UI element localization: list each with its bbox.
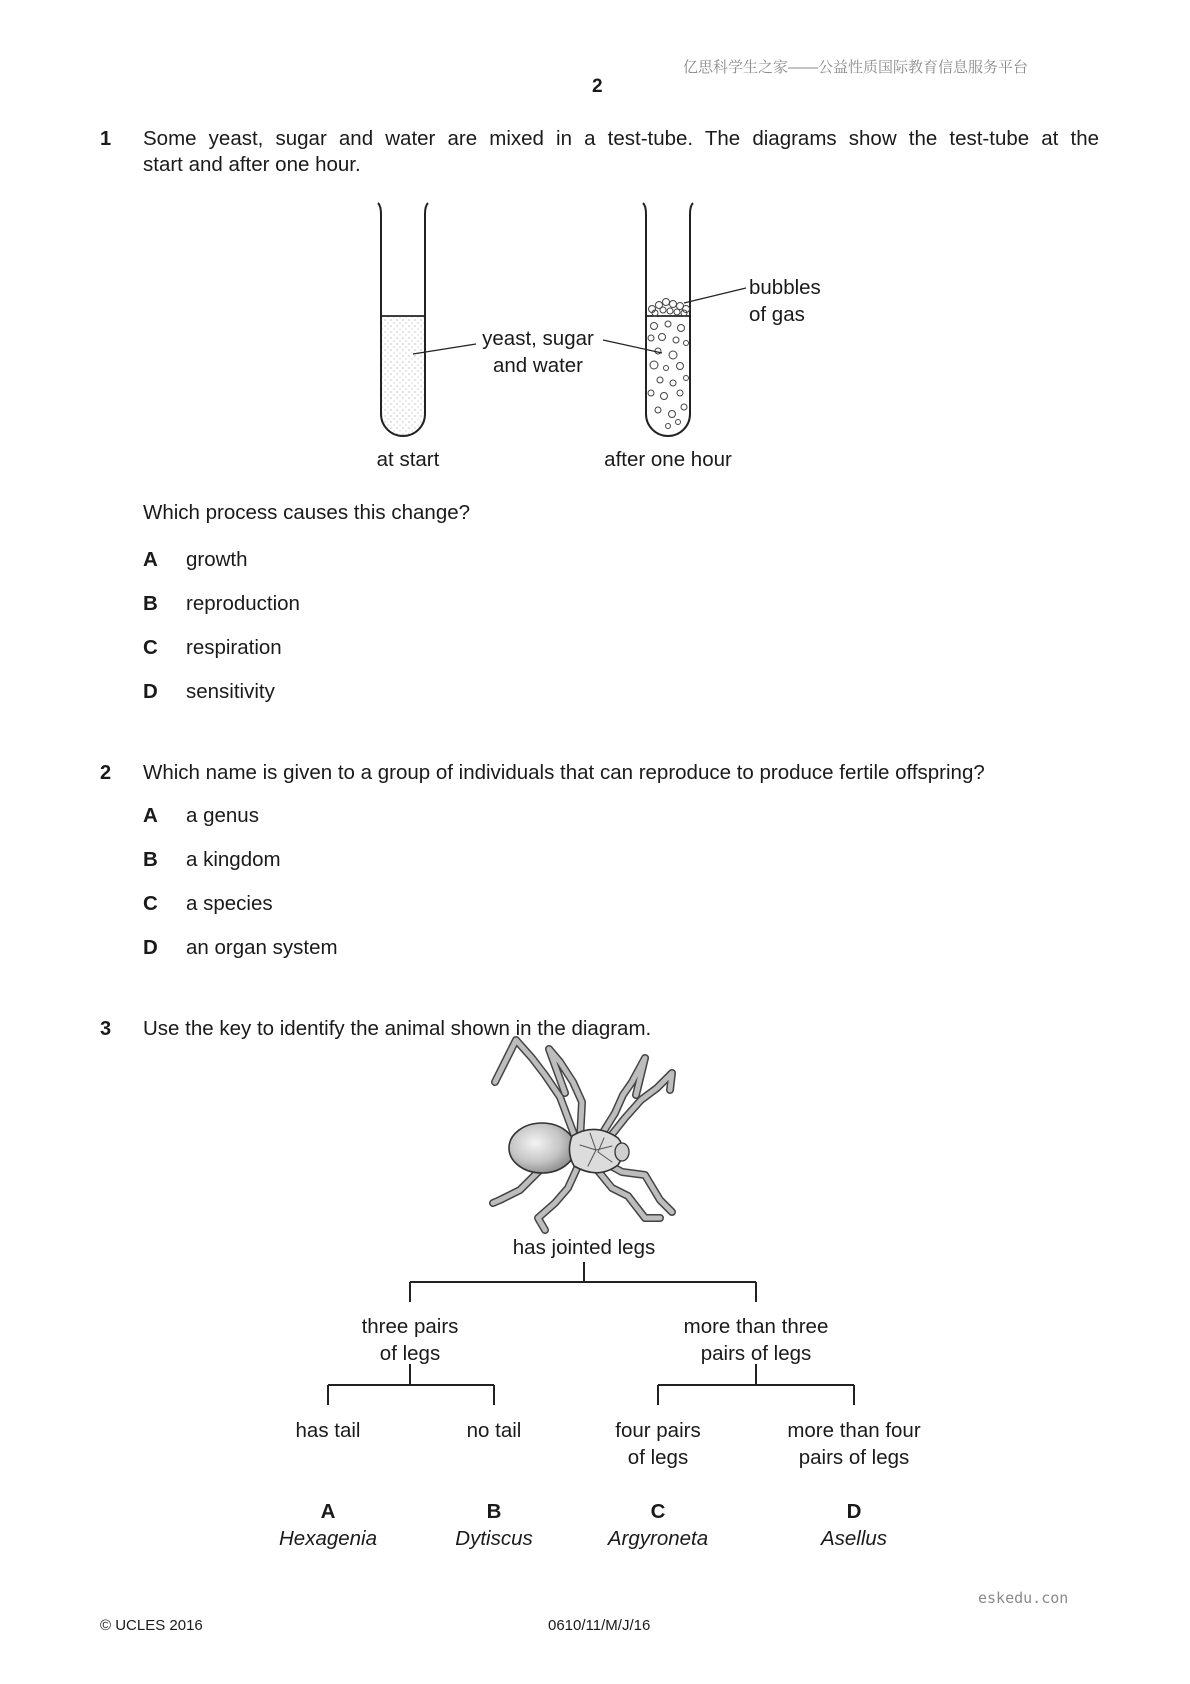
question-3-stem: Use the key to identify the animal shown in the diagram. bbox=[143, 1017, 652, 1040]
q3-option-d-genus[interactable]: Asellus bbox=[820, 1527, 888, 1550]
q2-option-b-letter[interactable]: B bbox=[143, 848, 158, 871]
q3-option-b-letter[interactable]: B bbox=[486, 1500, 502, 1523]
q3-option-a-letter[interactable]: A bbox=[320, 1500, 336, 1523]
key-more-than-four-line1: more than four bbox=[787, 1419, 921, 1442]
q1-option-d-letter[interactable]: D bbox=[143, 680, 158, 703]
q2-option-c-text[interactable]: a species bbox=[186, 892, 273, 915]
q3-option-d-letter[interactable]: D bbox=[846, 1500, 862, 1523]
q3-option-c-genus[interactable]: Argyroneta bbox=[607, 1527, 709, 1550]
footer-paper-code: 0610/11/M/J/16 bbox=[548, 1617, 651, 1634]
q2-option-d-letter[interactable]: D bbox=[143, 936, 158, 959]
key-four-pairs-line1: four pairs bbox=[615, 1419, 701, 1442]
q2-option-c-letter[interactable]: C bbox=[143, 892, 158, 915]
q3-option-b-genus[interactable]: Dytiscus bbox=[455, 1527, 533, 1550]
footer-copyright: © UCLES 2016 bbox=[100, 1617, 203, 1634]
label-bubbles-line2: of gas bbox=[749, 303, 805, 326]
watermark-text: 亿思科学生之家——公益性质国际教育信息服务平台 bbox=[683, 59, 1029, 76]
key-four-pairs-line2: of legs bbox=[627, 1446, 689, 1469]
key-no-tail: no tail bbox=[466, 1419, 522, 1442]
question-3-number: 3 bbox=[100, 1018, 112, 1040]
key-has-tail: has tail bbox=[295, 1419, 361, 1442]
question-2-number: 2 bbox=[100, 762, 112, 784]
key-three-pairs-line1: three pairs bbox=[361, 1315, 459, 1338]
q1-option-b-text[interactable]: reproduction bbox=[186, 592, 300, 615]
caption-at-start: at start bbox=[376, 448, 440, 471]
question-1-stem-line1: Some yeast, sugar and water are mixed in a test-tube. The diagrams show the test-tube at the bbox=[143, 127, 1099, 150]
q2-option-a-text[interactable]: a genus bbox=[186, 804, 259, 827]
key-more-than-four-line2: pairs of legs bbox=[798, 1446, 910, 1469]
q1-option-a-letter[interactable]: A bbox=[143, 548, 158, 571]
q1-option-b-letter[interactable]: B bbox=[143, 592, 158, 615]
question-1-number: 1 bbox=[100, 128, 112, 150]
q2-option-d-text[interactable]: an organ system bbox=[186, 936, 338, 959]
q1-option-d-text[interactable]: sensitivity bbox=[186, 680, 275, 703]
spider-icon bbox=[493, 1040, 672, 1230]
key-three-pairs-line2: of legs bbox=[379, 1342, 441, 1365]
q2-option-b-text[interactable]: a kingdom bbox=[186, 848, 281, 871]
key-root-jointed-legs: has jointed legs bbox=[512, 1236, 656, 1259]
question-1-stem-line2: start and after one hour. bbox=[143, 153, 361, 176]
key-more-than-three-line1: more than three bbox=[683, 1315, 829, 1338]
site-watermark: eskedu.con bbox=[978, 1589, 1069, 1607]
label-bubbles-line1: bubbles bbox=[749, 276, 821, 299]
question-1-prompt: Which process causes this change? bbox=[143, 501, 471, 524]
caption-after-one-hour: after one hour bbox=[604, 448, 732, 471]
q1-option-c-text[interactable]: respiration bbox=[186, 636, 282, 659]
key-more-than-three-line2: pairs of legs bbox=[700, 1342, 812, 1365]
q1-option-c-letter[interactable]: C bbox=[143, 636, 158, 659]
q1-option-a-text[interactable]: growth bbox=[186, 548, 248, 571]
question-2-stem: Which name is given to a group of individuals that can reproduce to produce fertile offspring? bbox=[143, 761, 985, 784]
label-yeast-sugar-water-line1: yeast, sugar bbox=[482, 327, 594, 350]
q2-option-a-letter[interactable]: A bbox=[143, 804, 158, 827]
q3-option-c-letter[interactable]: C bbox=[650, 1500, 666, 1523]
q3-option-a-genus[interactable]: Hexagenia bbox=[278, 1527, 377, 1550]
page-number: 2 bbox=[592, 76, 603, 97]
label-yeast-sugar-water-line2: and water bbox=[492, 354, 584, 377]
